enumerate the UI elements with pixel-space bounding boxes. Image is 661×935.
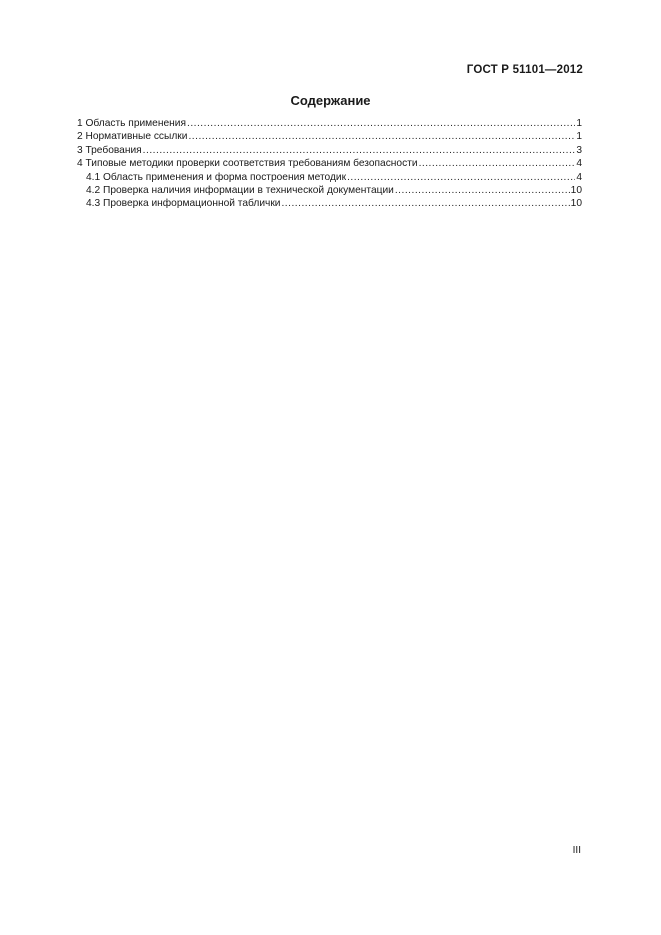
toc-entry-page: 10 xyxy=(570,198,582,210)
toc-entry-label: 4.2 Проверка наличия информации в технической документации xyxy=(86,185,394,197)
toc-entry-page: 4 xyxy=(576,158,582,170)
toc-entry[interactable] xyxy=(77,184,582,197)
toc-entry[interactable] xyxy=(77,130,582,143)
toc-entry-label: 2 Нормативные ссылки xyxy=(77,131,188,143)
toc-leader-dots xyxy=(419,157,576,170)
toc-leader-dots xyxy=(347,171,575,184)
toc-entry-label: 4.1 Область применения и форма построения методик xyxy=(86,171,347,183)
toc-title: Содержание xyxy=(290,93,371,108)
toc-entry[interactable] xyxy=(77,197,582,210)
toc-entry-page: 1 xyxy=(576,131,582,143)
toc-entry-page: 4 xyxy=(576,171,582,183)
toc-entry[interactable] xyxy=(77,144,582,157)
document-code: ГОСТ Р 51101—2012 xyxy=(466,64,583,76)
toc-entry[interactable] xyxy=(77,171,582,184)
toc-leader-dots xyxy=(143,144,576,157)
toc-entry-page: 3 xyxy=(576,144,582,156)
toc-entry-label: 4.3 Проверка информационной таблички xyxy=(86,198,281,210)
toc-leader-dots xyxy=(188,130,575,143)
toc-leader-dots xyxy=(281,197,569,210)
toc-entry-page: 1 xyxy=(576,118,582,129)
toc-entry-label: 3 Требования xyxy=(77,144,142,156)
table-of-contents xyxy=(77,117,582,211)
toc-entry[interactable] xyxy=(77,157,582,170)
toc-entry-label: 1 Область применения xyxy=(77,118,186,129)
toc-entry-label: 4 Типовые методики проверки соответствия требованиям безопасности xyxy=(77,158,418,170)
toc-entry[interactable] xyxy=(77,117,582,130)
toc-entry-page: 10 xyxy=(570,185,582,197)
toc-leader-dots xyxy=(187,117,575,130)
page-number: III xyxy=(572,845,581,856)
toc-leader-dots xyxy=(395,184,570,197)
